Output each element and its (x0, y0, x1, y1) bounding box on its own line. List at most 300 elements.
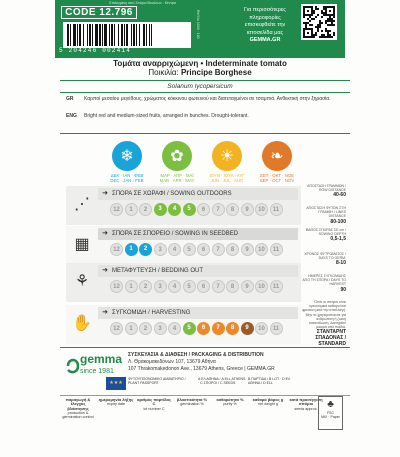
month-badge: 2 (139, 280, 152, 293)
lang-label-eng: ENG (66, 113, 77, 119)
month-badge: 7 (212, 322, 225, 335)
qr-module (305, 24, 307, 26)
month-badge: 1 (125, 203, 138, 216)
month-badge: 7 (212, 243, 225, 256)
qr-module (329, 10, 331, 12)
month-badge: 1 (125, 243, 138, 256)
qr-module (329, 14, 331, 16)
qr-module (303, 6, 305, 8)
season-label-en: DEC · JAN · FEB (110, 178, 144, 183)
qr-module (307, 6, 309, 8)
dist-title: ΣΥΣΚΕΥΑΣΙΑ & ΔΙΑΘΕΣΗ / PACKAGING & DISTRIBUTION (128, 352, 264, 358)
qr-module (331, 14, 333, 16)
product-code: CODE 12.796 (61, 6, 137, 19)
qr-module (327, 32, 329, 34)
header-top-text: Επιλεγμένη από Σπόροι Βουλλων - Κέντρα (109, 1, 176, 5)
month-badge: 5 (183, 322, 196, 335)
barcode-bar (126, 24, 128, 46)
barcode (63, 22, 191, 48)
packet-data-label: αριθμός παρτίδας C (137, 397, 171, 407)
month-badge: 7 (212, 280, 225, 293)
month-badge: 10 (255, 243, 268, 256)
qr-code[interactable] (301, 4, 337, 40)
fsc-badge (318, 396, 343, 430)
qr-module (307, 14, 309, 16)
month-badge: 12 (110, 203, 123, 216)
barcode-bar (104, 24, 107, 46)
month-badge: 12 (110, 243, 123, 256)
packet-data-label: παραγωγή & έλεγχος βλάστησης (65, 397, 91, 411)
growing-info-value: 80-100 (330, 218, 346, 225)
month-badge: 7 (212, 203, 225, 216)
qr-module (325, 22, 327, 24)
qr-module (303, 16, 305, 18)
packet-data-sublabel: purity % (223, 402, 237, 407)
qr-module (315, 34, 317, 36)
qr-module (331, 36, 333, 38)
month-badge: 3 (154, 203, 167, 216)
qr-module (329, 6, 331, 8)
growing-info-label: ΗΜΕΡΕΣ ΣΥΓΚΟΜΙΔΗΣ ΑΠΟ ΤΗ ΣΠΟΡΑ / DAYS TO HARVEST (302, 274, 346, 287)
barcode-graphic (63, 22, 191, 48)
growing-info-value: 8-10 (335, 260, 346, 267)
seed-field-icon: ⋰ (74, 196, 90, 213)
month-badge: 9 (241, 280, 254, 293)
calendar-row-title-text: ΣΠΟΡΑ ΣΕ ΣΠΟΡΕΙΟ / SOWING IN SEEDBED (112, 231, 239, 237)
qr-module (313, 12, 315, 14)
barcode-bar (99, 24, 101, 46)
qr-module (303, 8, 305, 10)
qr-module (311, 10, 313, 12)
header-band (55, 0, 345, 58)
month-badge: 3 (154, 322, 167, 335)
dist-address-en: 107 Thrakomakedonon Ave., 13679 Athens, Greece | GEMMA.GR (128, 366, 275, 372)
season-label-en: JUN · JUL · AUG (210, 178, 244, 183)
passport-field-a: Α ΕΛ ΑΘΗΝΑ / A ELL ATHENS · C ΣΠΟΡΟΙ / C SEEDS (198, 377, 246, 386)
growing-info-value: 90 (340, 286, 346, 293)
month-badge: 1 (125, 322, 138, 335)
month-badge: 3 (154, 280, 167, 293)
qr-module (331, 24, 333, 26)
qr-module (321, 36, 323, 38)
barcode-bar (146, 24, 147, 46)
month-badge: 11 (270, 203, 283, 216)
distribution-info (128, 352, 275, 373)
desc-gr (66, 96, 356, 112)
month-badge: 9 (241, 322, 254, 335)
qr-module (333, 12, 335, 14)
qr-module (311, 24, 313, 26)
growing-info-item (300, 274, 346, 293)
qr-code-graphic (303, 6, 335, 38)
barcode-bar (102, 24, 103, 46)
growing-info-item (300, 300, 346, 347)
qr-module (329, 20, 331, 22)
passport-field-b: B ΠΑΡΤΙΔΑ / B LOT · D ΕΛ ΑΘΗΝΑ / D ELL (248, 377, 291, 386)
packet-data-sublabel: expiry date (106, 402, 126, 407)
qr-module (313, 34, 315, 36)
barcode-bar (77, 24, 78, 46)
lang-label-gr: GR (66, 96, 74, 102)
month-badge: 6 (197, 322, 210, 335)
qr-module (321, 12, 323, 14)
qr-module (309, 28, 311, 30)
season-label-en: MAR · APR · MAY (159, 178, 195, 183)
month-badge: 4 (168, 322, 181, 335)
qr-module (307, 36, 309, 38)
arrow-icon: ➜ (102, 309, 108, 316)
packet-data-sublabel: seeds approx. (294, 406, 318, 411)
qr-module (331, 6, 333, 8)
season-label-gr: ΔΕΚ · ΙΑΝ · ΦΕΒ (110, 173, 144, 178)
barcode-bar (118, 24, 119, 46)
growing-info-value: 40-60 (333, 192, 346, 199)
info-line: πληροφορίες (249, 14, 281, 21)
month-badge: 6 (197, 203, 210, 216)
calendar-row-title-text: ΜΕΤΑΦΥΤΕΥΣΗ / BEDDING OUT (112, 268, 204, 274)
qr-module (333, 24, 335, 26)
qr-module (307, 22, 309, 24)
qr-module (315, 16, 317, 18)
qr-module (305, 26, 307, 28)
info-site[interactable]: GEMMA.GR (249, 37, 281, 43)
qr-module (303, 22, 305, 24)
qr-module (305, 6, 307, 8)
calendar-row (66, 186, 301, 225)
packet-data-label: βλαστικότητα % (176, 397, 208, 402)
qr-module (303, 12, 305, 14)
qr-module (333, 16, 335, 18)
rotated-ref: Ref No 1000 · 100 (196, 10, 200, 39)
packet-data-field (212, 398, 248, 407)
qr-module (329, 24, 331, 26)
barcode-bar (136, 24, 137, 46)
desc-eng-text: Bright red and medium-sized fruits, arranged in bunches. Drought-tolerant. (84, 113, 249, 119)
qr-module (325, 12, 327, 14)
qr-module (303, 10, 305, 12)
qr-module (321, 10, 323, 12)
variety-name: Principe Borghese (180, 68, 252, 77)
packet-data-label: ημερομηνία λήξης (98, 397, 134, 402)
qr-module (329, 16, 331, 18)
barcode-bar (79, 24, 81, 46)
barcode-bar (109, 24, 110, 46)
qr-module (333, 34, 335, 36)
qr-module (327, 34, 329, 36)
qr-module (303, 36, 305, 38)
info-line: ιστοσελίδα μας (246, 29, 284, 36)
qr-module (319, 36, 321, 38)
qr-module (311, 12, 313, 14)
sun-icon: ☀ (212, 141, 242, 171)
growing-info-item (300, 206, 346, 225)
month-badge: 6 (197, 280, 210, 293)
calendar-row (66, 263, 301, 302)
qr-module (313, 10, 315, 12)
growing-info-label: ΑΠΟΣΤΑΣΗ ΦΥΤΩΝ ΣΤΗ ΓΡΑΜΜΗ / LINES DISTANCE (306, 206, 346, 219)
barcode-bar (139, 24, 140, 46)
qr-module (311, 34, 313, 36)
barcode-bar (111, 24, 113, 46)
month-badge: 3 (154, 243, 167, 256)
month-badge: 4 (168, 203, 181, 216)
barcode-bar (95, 24, 98, 46)
season-label (252, 173, 302, 183)
month-badge: 8 (226, 322, 239, 335)
calendar-row-title (98, 188, 298, 200)
calendar-row-title-text: ΣΥΓΚΟΜΙΔΗ / HARVESTING (112, 310, 191, 316)
qr-module (325, 6, 327, 8)
harvest-icon: ✋ (72, 315, 92, 332)
month-badge: 2 (139, 243, 152, 256)
month-badge: 10 (255, 203, 268, 216)
barcode-bar (124, 24, 125, 46)
season-label-gr: ΣΕΠ · ΟΚΤ · ΝΟΕ (259, 173, 295, 178)
season-label-gr: ΙΟΥΝ · ΙΟΥΛ · ΑΥΓ (209, 173, 245, 178)
month-badge: 4 (168, 280, 181, 293)
barcode-bar (89, 24, 91, 46)
packet-data-field (250, 398, 286, 407)
packet-data-field (174, 398, 210, 407)
qr-module (321, 30, 323, 32)
qr-module (323, 34, 325, 36)
qr-module (317, 26, 319, 28)
month-badge: 5 (183, 280, 196, 293)
qr-module (317, 28, 319, 30)
month-badge: 10 (255, 280, 268, 293)
packet-data-label: καθαρό βάρος g (252, 397, 284, 402)
month-badge: 9 (241, 243, 254, 256)
growing-info-label: Όταν οι σπόροι είναι υγειονομικά καθαροί και φρεσκοι μετά την απαλλαγή. Μην το χρησιμοποιείτε για ανθρώπινη ή ζωική κατανάλωση. Διατηρείτε μακριά από παιδιά. (302, 300, 346, 330)
qr-module (327, 6, 329, 8)
qr-module (315, 32, 317, 34)
season-block (102, 141, 152, 183)
month-badge: 11 (270, 243, 283, 256)
qr-module (319, 26, 321, 28)
qr-module (309, 36, 311, 38)
qr-module (313, 36, 315, 38)
month-badge: 8 (226, 203, 239, 216)
barcode-bar (92, 24, 93, 46)
barcode-bar (149, 24, 150, 46)
qr-module (321, 22, 323, 24)
month-badge: 5 (183, 203, 196, 216)
qr-module (319, 20, 321, 22)
season-label (102, 173, 152, 183)
packet-data-sublabel: germination % (180, 402, 204, 407)
qr-module (307, 32, 309, 34)
month-badge: 12 (110, 322, 123, 335)
season-block (202, 141, 252, 183)
divider (60, 92, 350, 93)
qr-module (323, 8, 325, 10)
barcode-bar (143, 24, 145, 46)
month-badge: 6 (197, 243, 210, 256)
barcode-bar (131, 24, 132, 46)
divider (60, 133, 350, 134)
qr-module (311, 18, 313, 20)
qr-module (329, 18, 331, 20)
variety-label: Ποικιλία: (148, 68, 181, 77)
qr-module (305, 36, 307, 38)
qr-module (327, 24, 329, 26)
brand-name: gemma (80, 352, 123, 366)
qr-module (311, 32, 313, 34)
month-badge: 11 (270, 280, 283, 293)
month-badge: 1 (125, 280, 138, 293)
season-block (252, 141, 302, 183)
season-label-gr: ΜΑΡ · ΑΠΡ · ΜΑΪ (160, 173, 194, 178)
info-line: επισκεφθείτε την (244, 22, 286, 28)
qr-module (331, 22, 333, 24)
latin-name: Solanum lycopersicum (167, 83, 233, 90)
barcode-bar (67, 24, 69, 46)
snowflake-icon: ❄ (112, 141, 142, 171)
barcode-bar (133, 24, 135, 46)
flower-icon: ✿ (162, 141, 192, 171)
calendar-row-title (98, 228, 298, 240)
qr-module (323, 12, 325, 14)
qr-module (307, 28, 309, 30)
packet-data-label: κατά προσέγγιση σπόροι (289, 397, 323, 407)
barcode-bar (114, 24, 115, 46)
packet-data-field (136, 398, 172, 411)
dist-address-gr: Λ. Θρακομακεδόνων 107, 13679 Αθήνα (128, 359, 216, 365)
qr-module (319, 22, 321, 24)
qr-module (309, 6, 311, 8)
barcode-number: 5 204246 002414 (59, 47, 132, 54)
qr-module (331, 20, 333, 22)
barcode-bar (73, 24, 76, 46)
season-label (202, 173, 252, 183)
qr-module (333, 8, 335, 10)
qr-module (303, 28, 305, 30)
arrow-icon: ➜ (102, 267, 108, 274)
packet-data-sublabel: net weight g (258, 402, 278, 407)
qr-module (321, 34, 323, 36)
qr-module (325, 30, 327, 32)
qr-module (309, 16, 311, 18)
qr-module (329, 30, 331, 32)
qr-module (317, 8, 319, 10)
month-badge: 8 (226, 280, 239, 293)
qr-module (325, 8, 327, 10)
qr-module (331, 18, 333, 20)
fsc-sub: MIX · Paper (321, 415, 340, 419)
qr-module (311, 14, 313, 16)
barcode-bar (151, 24, 152, 46)
season-label-en: SEP · OCT · NOV (259, 178, 295, 183)
brand-since: since 1981 (80, 368, 114, 375)
packet-data-field (98, 398, 134, 407)
calendar-row-title (98, 307, 298, 319)
qr-module (311, 36, 313, 38)
qr-module (325, 14, 327, 16)
qr-module (311, 30, 313, 32)
qr-module (325, 20, 327, 22)
qr-module (329, 36, 331, 38)
growing-info-value: 0,5-1,5 (330, 236, 346, 243)
plant-passport: ΦΥΤΟΥΓΕΙΟΝΟΜΙΚΟ ΔΙΑΒΑΤΗΡΙΟ / PLANT PASSPORT (128, 377, 186, 386)
qr-module (307, 10, 309, 12)
qr-module (303, 32, 305, 34)
month-badge: 12 (110, 280, 123, 293)
growing-info-item (300, 228, 346, 242)
transplant-icon: ⚘ (74, 273, 90, 290)
qr-module (327, 18, 329, 20)
qr-module (313, 18, 315, 20)
info-line: Για περισσότερες (244, 7, 286, 13)
packet-data-field (60, 398, 96, 419)
barcode-bar (121, 24, 123, 46)
desc-gr-text: Καρποί μεσαίου μεγέθους, χρώματος κόκκινου φωτεινού και διατεταγμένοι σε τσαμπιά. Ανθεκτική στην ξηρασία. (84, 96, 331, 102)
qr-module (333, 10, 335, 12)
qr-module (317, 24, 319, 26)
info-text (230, 7, 300, 45)
growing-info-value: ΣΤΑΝΤΑΡΝΤ ΣΠΑΔΟΝΑΣ / STANDARD (315, 329, 346, 348)
qr-module (317, 14, 319, 16)
month-badge: 5 (183, 243, 196, 256)
divider (60, 80, 350, 81)
qr-module (333, 32, 335, 34)
packet-data-sublabel: lot number C (143, 406, 165, 411)
qr-module (305, 14, 307, 16)
growing-info-item (300, 252, 346, 266)
calendar-row-title-text: ΣΠΟΡΑ ΣΕ ΧΩΡΑΦΙ / SOWING OUTDOORS (112, 191, 232, 197)
qr-module (315, 6, 317, 8)
qr-module (323, 6, 325, 8)
month-badge: 9 (241, 203, 254, 216)
qr-module (309, 24, 311, 26)
qr-module (311, 8, 313, 10)
month-badge: 10 (255, 322, 268, 335)
growing-info-label: ΑΠΟΣΤΑΣΗ ΓΡΑΜΜΩΝ / ROW DISTANCE (307, 184, 346, 193)
month-badge: 4 (168, 243, 181, 256)
qr-module (327, 14, 329, 16)
qr-module (311, 6, 313, 8)
qr-module (303, 34, 305, 36)
qr-module (333, 6, 335, 8)
tree-icon: ♣ (327, 399, 334, 410)
qr-module (325, 28, 327, 30)
qr-module (307, 18, 309, 20)
month-badge: 2 (139, 322, 152, 335)
qr-module (317, 30, 319, 32)
barcode-bar (70, 24, 71, 46)
month-badge: 2 (139, 203, 152, 216)
season-block (152, 141, 202, 183)
qr-module (327, 36, 329, 38)
variety-line (0, 68, 400, 77)
calendar-row (66, 226, 301, 265)
qr-module (325, 10, 327, 12)
qr-module (309, 20, 311, 22)
growing-info-label: ΧΡΟΝΟΣ ΦΥΤΡΩΜΑΤΟΣ / DAYS TO GERM. (304, 252, 346, 261)
packet-data-label: καθαρότητα % (216, 397, 244, 402)
qr-module (319, 24, 321, 26)
qr-module (333, 20, 335, 22)
qr-module (315, 8, 317, 10)
product-title: Τομάτα αναρριχώμενη • Indeterminate tomato (113, 59, 287, 68)
qr-module (327, 20, 329, 22)
qr-module (305, 22, 307, 24)
seedbed-icon: ▦ (74, 236, 90, 253)
month-badge: 11 (270, 322, 283, 335)
qr-module (315, 26, 317, 28)
month-badge: 8 (226, 243, 239, 256)
qr-module (309, 14, 311, 16)
eu-flag-icon: ★★★ (106, 377, 126, 390)
